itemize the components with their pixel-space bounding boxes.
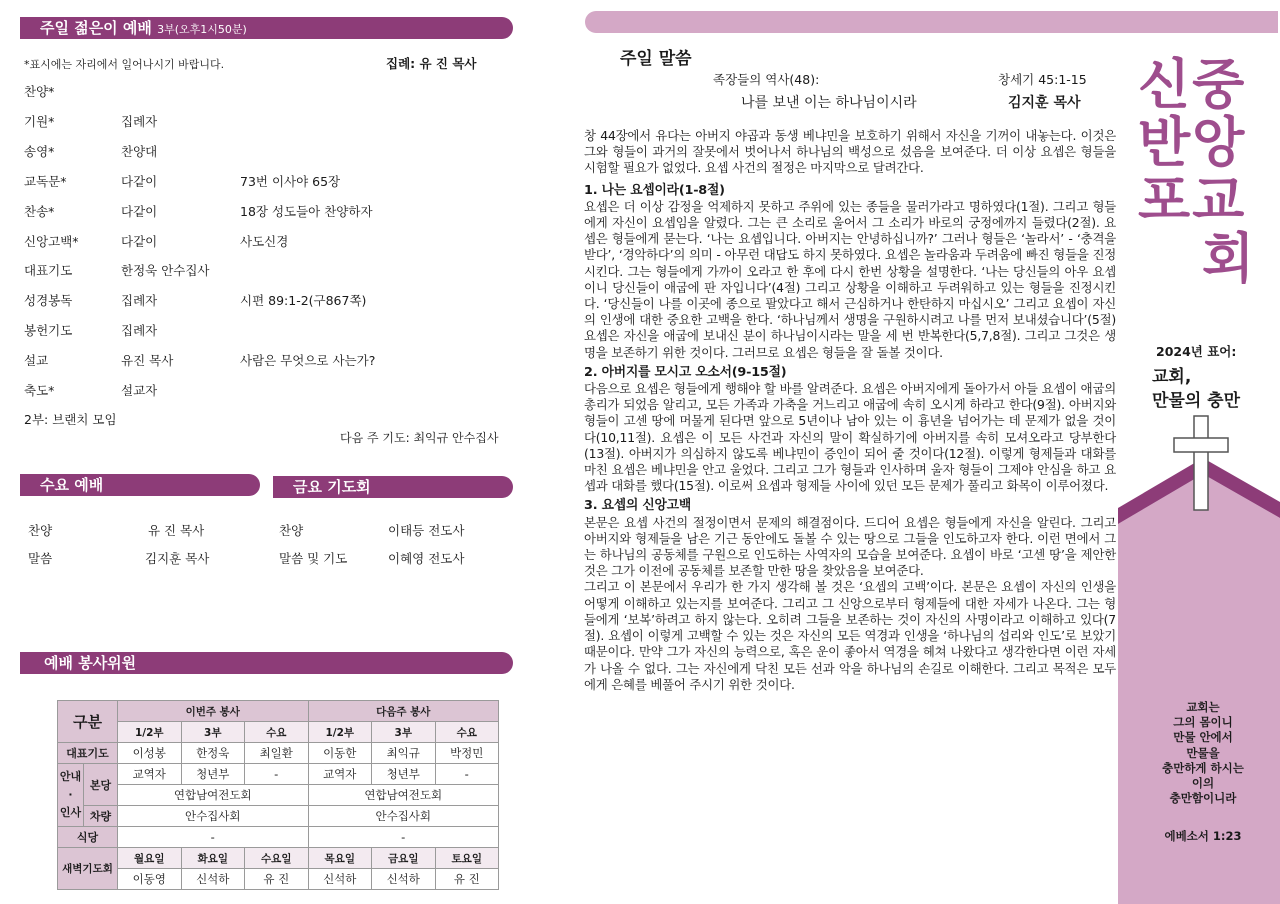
top-bar [585,11,1278,33]
col-header: 1/2부 [118,722,182,743]
verse-line: 교회는 [1186,700,1220,714]
bondang-cell: 청년부 [372,764,436,785]
order-item: 축도* [24,383,55,398]
year-motto-label: 2024년 표어: [1156,344,1237,359]
verse-line: 이의 [1191,776,1215,791]
rep-prayer-cell: 최일환 [245,743,309,764]
wed-item-1: 찬양 [28,523,53,538]
dawn-cell: 유 진 [435,869,499,890]
day-header: 수요일 [245,848,309,869]
dining-cell: - [118,827,309,848]
rep-prayer-label: 대표기도 [58,743,118,764]
verse-ref: 에베소서 1:23 [1164,829,1242,843]
col-header: 3부 [181,722,245,743]
dawn-label: 새벽기도회 [58,848,118,890]
section-1-title: 1. 나는 요셉이라(1-8절) [584,182,725,198]
guide-label-2: · [68,788,73,801]
church-name-line-3: 포교 [1138,169,1247,232]
sunday-youth-title: 주일 젊은이 예배 [40,19,152,37]
part2-note: 2부: 브랜치 모임 [24,412,117,427]
next-week-header: 다음주 봉사 [308,701,499,722]
col-header: 수요 [245,722,309,743]
verse-line: 그의 몸이니 [1173,715,1233,730]
bondang-cell: - [245,764,309,785]
order-item: 성경봉독 [24,293,73,309]
parking-cell: 안수집사회 [118,806,309,827]
col-header: 1/2부 [308,722,372,743]
church-name-line-4: 회 [1202,227,1257,290]
dawn-cell: 신석하 [181,869,245,890]
order-item: 대표기도 [24,263,73,279]
guide-label-3: 인사 [59,806,82,819]
dining-cell: - [308,827,499,848]
day-header: 토요일 [435,848,499,869]
section-2-title: 2. 아버지를 모시고 오소서(9-15절) [584,364,787,380]
officiant: 집례: 유 진 목사 [386,56,477,71]
verse-line: 충만함이니라 [1169,791,1237,806]
motto-line-1: 교회, [1152,367,1192,387]
order-detail: 시편 89:1-2(구867쪽) [240,293,367,309]
dining-label: 식당 [58,827,118,848]
guide-label-1: 안내 [59,770,82,783]
order-detail: 사람은 무엇으로 사는가? [240,353,376,369]
order-who: 설교자 [121,383,158,398]
wednesday-banner [20,474,260,496]
rep-prayer-cell: 이성봉 [118,743,182,764]
fri-item-1: 찬양 [279,523,304,538]
parking-cell: 안수집사회 [308,806,499,827]
wed-who-2: 김지훈 목사 [145,551,210,566]
sermon-preacher: 김지훈 목사 [1008,95,1081,111]
next-prayer: 다음 주 기도: 최익규 안수집사 [340,431,499,445]
day-header: 금요일 [372,848,436,869]
col-header: 수요 [435,722,499,743]
parking-label: 차량 [84,806,118,827]
servants-table [57,700,499,890]
order-item: 찬양* [24,84,55,99]
order-who: 한정욱 안수집사 [121,263,210,279]
bondang-cell: 교역자 [118,764,182,785]
day-header: 월요일 [118,848,182,869]
order-item: 송영* [24,143,55,159]
order-who: 집례자 [121,293,158,309]
order-item: 신앙고백* [24,233,79,249]
verse-line: 만물 안에서 [1173,730,1233,745]
guide-label [58,764,84,827]
order-who: 다같이 [121,173,158,189]
wednesday-title: 수요 예배 [40,476,104,494]
joint-men-cell: 연합남여전도회 [308,785,499,806]
order-detail: 18장 성도들아 찬양하자 [240,203,373,219]
rep-prayer-cell: 최익규 [372,743,436,764]
sunday-youth-banner [20,17,513,39]
order-who: 집례자 [121,113,158,129]
wed-item-2: 말씀 [28,551,53,566]
verse-line: 충만하게 하시는 [1162,760,1244,775]
order-who: 다같이 [121,203,158,219]
servants-banner [20,652,513,674]
gubun-header: 구분 [58,701,118,743]
fri-who-2: 이혜영 전도사 [388,551,465,566]
church-name-line-2: 반앙 [1138,111,1247,174]
church-name [1138,53,1268,290]
verse-line: 만물을 [1186,745,1220,760]
bondang-cell: - [435,764,499,785]
day-header: 목요일 [308,848,372,869]
order-item: 봉헌기도 [24,323,73,339]
verse-box [1140,700,1266,806]
fri-item-2: 말씀 및 기도 [279,551,348,566]
section-1-body: 요셉은 더 이상 감정을 억제하지 못하고 주위에 있는 종들을 물러가라고 명하였다(1절). 그리고 형들에게 자신이 요셉임을 알렸다. 그는 큰 소리로 울어서 그 소리가 바로의 궁정에까지 들렸다(2절). 요셉은 형들에게 묻는다. ‘나는 요셉입니다. 아버지는 안녕하십니까?’ 그러나 형들은 ‘놀라서’ - ‘충격을 받다’, ‘경악하다’의 의미 - 아무런 대답도 하지 못하였다. 요셉은 놀라움과 두려움에 빠진 형들을 진정시킨다. 그는 형들에게 가까이 오라고 한 후에 다시 한번 상황을 설명한다. ‘나는 당신들의 아우 요셉이니 당신들이 애굽에 판 자입니다’(4절) 그리고 상황을 이해하고 두려워하고 있는 형들을 진정시킨다. ‘당신들이 나를 이곳에 종으로 팔았다고 해서 근심하거나 한탄하지 마십시오’ 그리고 요셉이 자신의 인생에 대한 중요한 고백을 한다. ‘하나님께서 생명을 구원하시려고 나를 먼저 보내셨습니다’(5절) 요셉은 자신을 애굽에 보내신 분이 하나님이시라는 말을 세 번 반복한다(5,7,8절). 그리고 그것은 생명을 보존하기 위한 것이다. 그러므로 요셉은 형들을 잘 돌볼 것이다. [584,198,1116,360]
day-header: 화요일 [181,848,245,869]
order-detail: 사도신경 [240,233,289,249]
friday-title: 금요 기도회 [293,478,371,496]
bondang-cell: 교역자 [308,764,372,785]
sermon-title: 나를 보낸 이는 하나님이시라 [741,95,917,111]
order-item: 찬송* [24,203,55,219]
joint-men-cell: 연합남여전도회 [118,785,309,806]
bondang-label: 본당 [84,764,118,806]
order-detail: 73번 이사야 65장 [240,173,341,189]
order-item: 기원* [24,113,55,129]
dawn-cell: 유 진 [245,869,309,890]
dawn-cell: 신석하 [372,869,436,890]
section-3-body-1: 본문은 요셉 사건의 절정이면서 문제의 해결점이다. 드디어 요셉은 형들에게 자신을 알린다. 그리고 아버지와 형제들을 남은 기근 동안에도 돌볼 수 있는 땅으로 그들을 인도하고자 한다. 이런 면에서 그는 하나님의 공동체를 구원으로 인도하는 사역자의 모습을 보여준다. 요셉이 바로 ‘고센 땅’을 제안한 것은 그가 이전에 공동체를 보존할 만한 땅을 찾았음을 보여준다. [584,514,1116,579]
col-header: 3부 [372,722,436,743]
standing-note: *표시에는 자리에서 일어나시기 바랍니다. [24,58,225,71]
bondang-cell: 청년부 [181,764,245,785]
friday-banner [273,476,513,498]
order-who: 찬양대 [121,143,158,159]
rep-prayer-cell: 이동한 [308,743,372,764]
order-item: 교독문* [24,173,67,189]
dawn-cell: 이동영 [118,869,182,890]
sermon-intro: 창 44장에서 유다는 아버지 야곱과 동생 베냐민을 보호하기 위해서 자신을 기꺼이 내놓는다. 이것은 그와 형들이 과거의 잘못에서 벗어나서 하나님의 백성으로 섰음을 보여준다. 더 이상 요셉은 형들을 시험할 필요가 없었다. 요셉 사건의 절정은 마지막으로 달려간다. [584,128,1116,176]
this-week-header: 이번주 봉사 [118,701,309,722]
rep-prayer-cell: 박정민 [435,743,499,764]
servants-title: 예배 봉사위원 [44,654,137,672]
sermon-heading: 주일 말씀 [620,49,692,69]
motto-line-2: 만물의 충만 [1152,391,1241,411]
church-name-line-1: 신중 [1138,53,1247,116]
section-3-title: 3. 요셉의 신앙고백 [584,498,692,514]
sermon-scripture: 창세기 45:1-15 [998,72,1087,87]
order-item: 설교 [24,353,49,369]
dawn-cell: 신석하 [308,869,372,890]
order-who: 유진 목사 [121,353,174,369]
sermon-series: 족장들의 역사(48): [713,72,820,87]
fri-who-1: 이태등 전도사 [388,523,465,538]
sermon-body [584,128,1116,693]
order-who: 다같이 [121,233,158,249]
sunday-youth-time: 3부(오후1시50분) [157,23,247,36]
order-who: 집례자 [121,323,158,339]
section-3-body-2: 그리고 이 본문에서 우리가 한 가지 생각해 볼 것은 ‘요셉의 고백’이다. 본문은 요셉이 자신의 인생을 어떻게 이해하고 있는지를 보여준다. 그리고 그 신앙으로부터 형제들에 대한 자세가 나온다. 그는 형들에게 ‘보복’하려고 하지 않는다. 오히려 그들을 보존하는 것이 자신의 사명이라고 이해하고 있다(7절). 요셉이 이렇게 고백할 수 있는 것은 자신의 모든 역경과 인생을 ‘하나님의 섭리와 인도’로 보았기 때문이다. 만약 그가 자신의 능력으로, 혹은 운이 좋아서 역경을 헤쳐 나왔다고 생각한다면 이런 자세가 나올 수 없다. 그는 자신에게 닥친 모든 선과 악을 하나님의 손길로 이해한다. 그리고 목적은 모두에게 은혜를 베풀어 주시기 위한 것이다. [584,579,1116,692]
rep-prayer-cell: 한정욱 [181,743,245,764]
wed-who-1: 유 진 목사 [148,523,205,538]
section-2-body: 다음으로 요셉은 형들에게 행해야 할 바를 알려준다. 요셉은 아버지에게 돌아가서 아들 요셉이 애굽의 총리가 되었음 알리고, 모든 가족과 가축을 거느리고 애굽에 속히 오시게 하라고 한다(9절). 아버지와 형들이 고센 땅에 머물게 된다면 앞으로 5년이나 남아 있는 이 흉년을 넘어가는 데 문제가 없을 것이다(10,11절). 요셉은 이 모든 사건과 자신의 말이 확실하기에 아버지를 속히 모셔오라고 당부한다(13절). 아버지가 의심하지 않도록 베냐민이 증인이 되어 줄 것이다(12절). 이렇게 형제들과 대화를 마친 요셉은 베냐민을 안고 울었다. 그리고 그가 형들과 인사하며 울자 형들이 그제야 안심을 하고 요셉과 대화를 했다(15절). 이로써 요셉과 형제들 사이에 있던 모든 문제가 풀리고 화목이 이루어졌다. [584,381,1116,494]
